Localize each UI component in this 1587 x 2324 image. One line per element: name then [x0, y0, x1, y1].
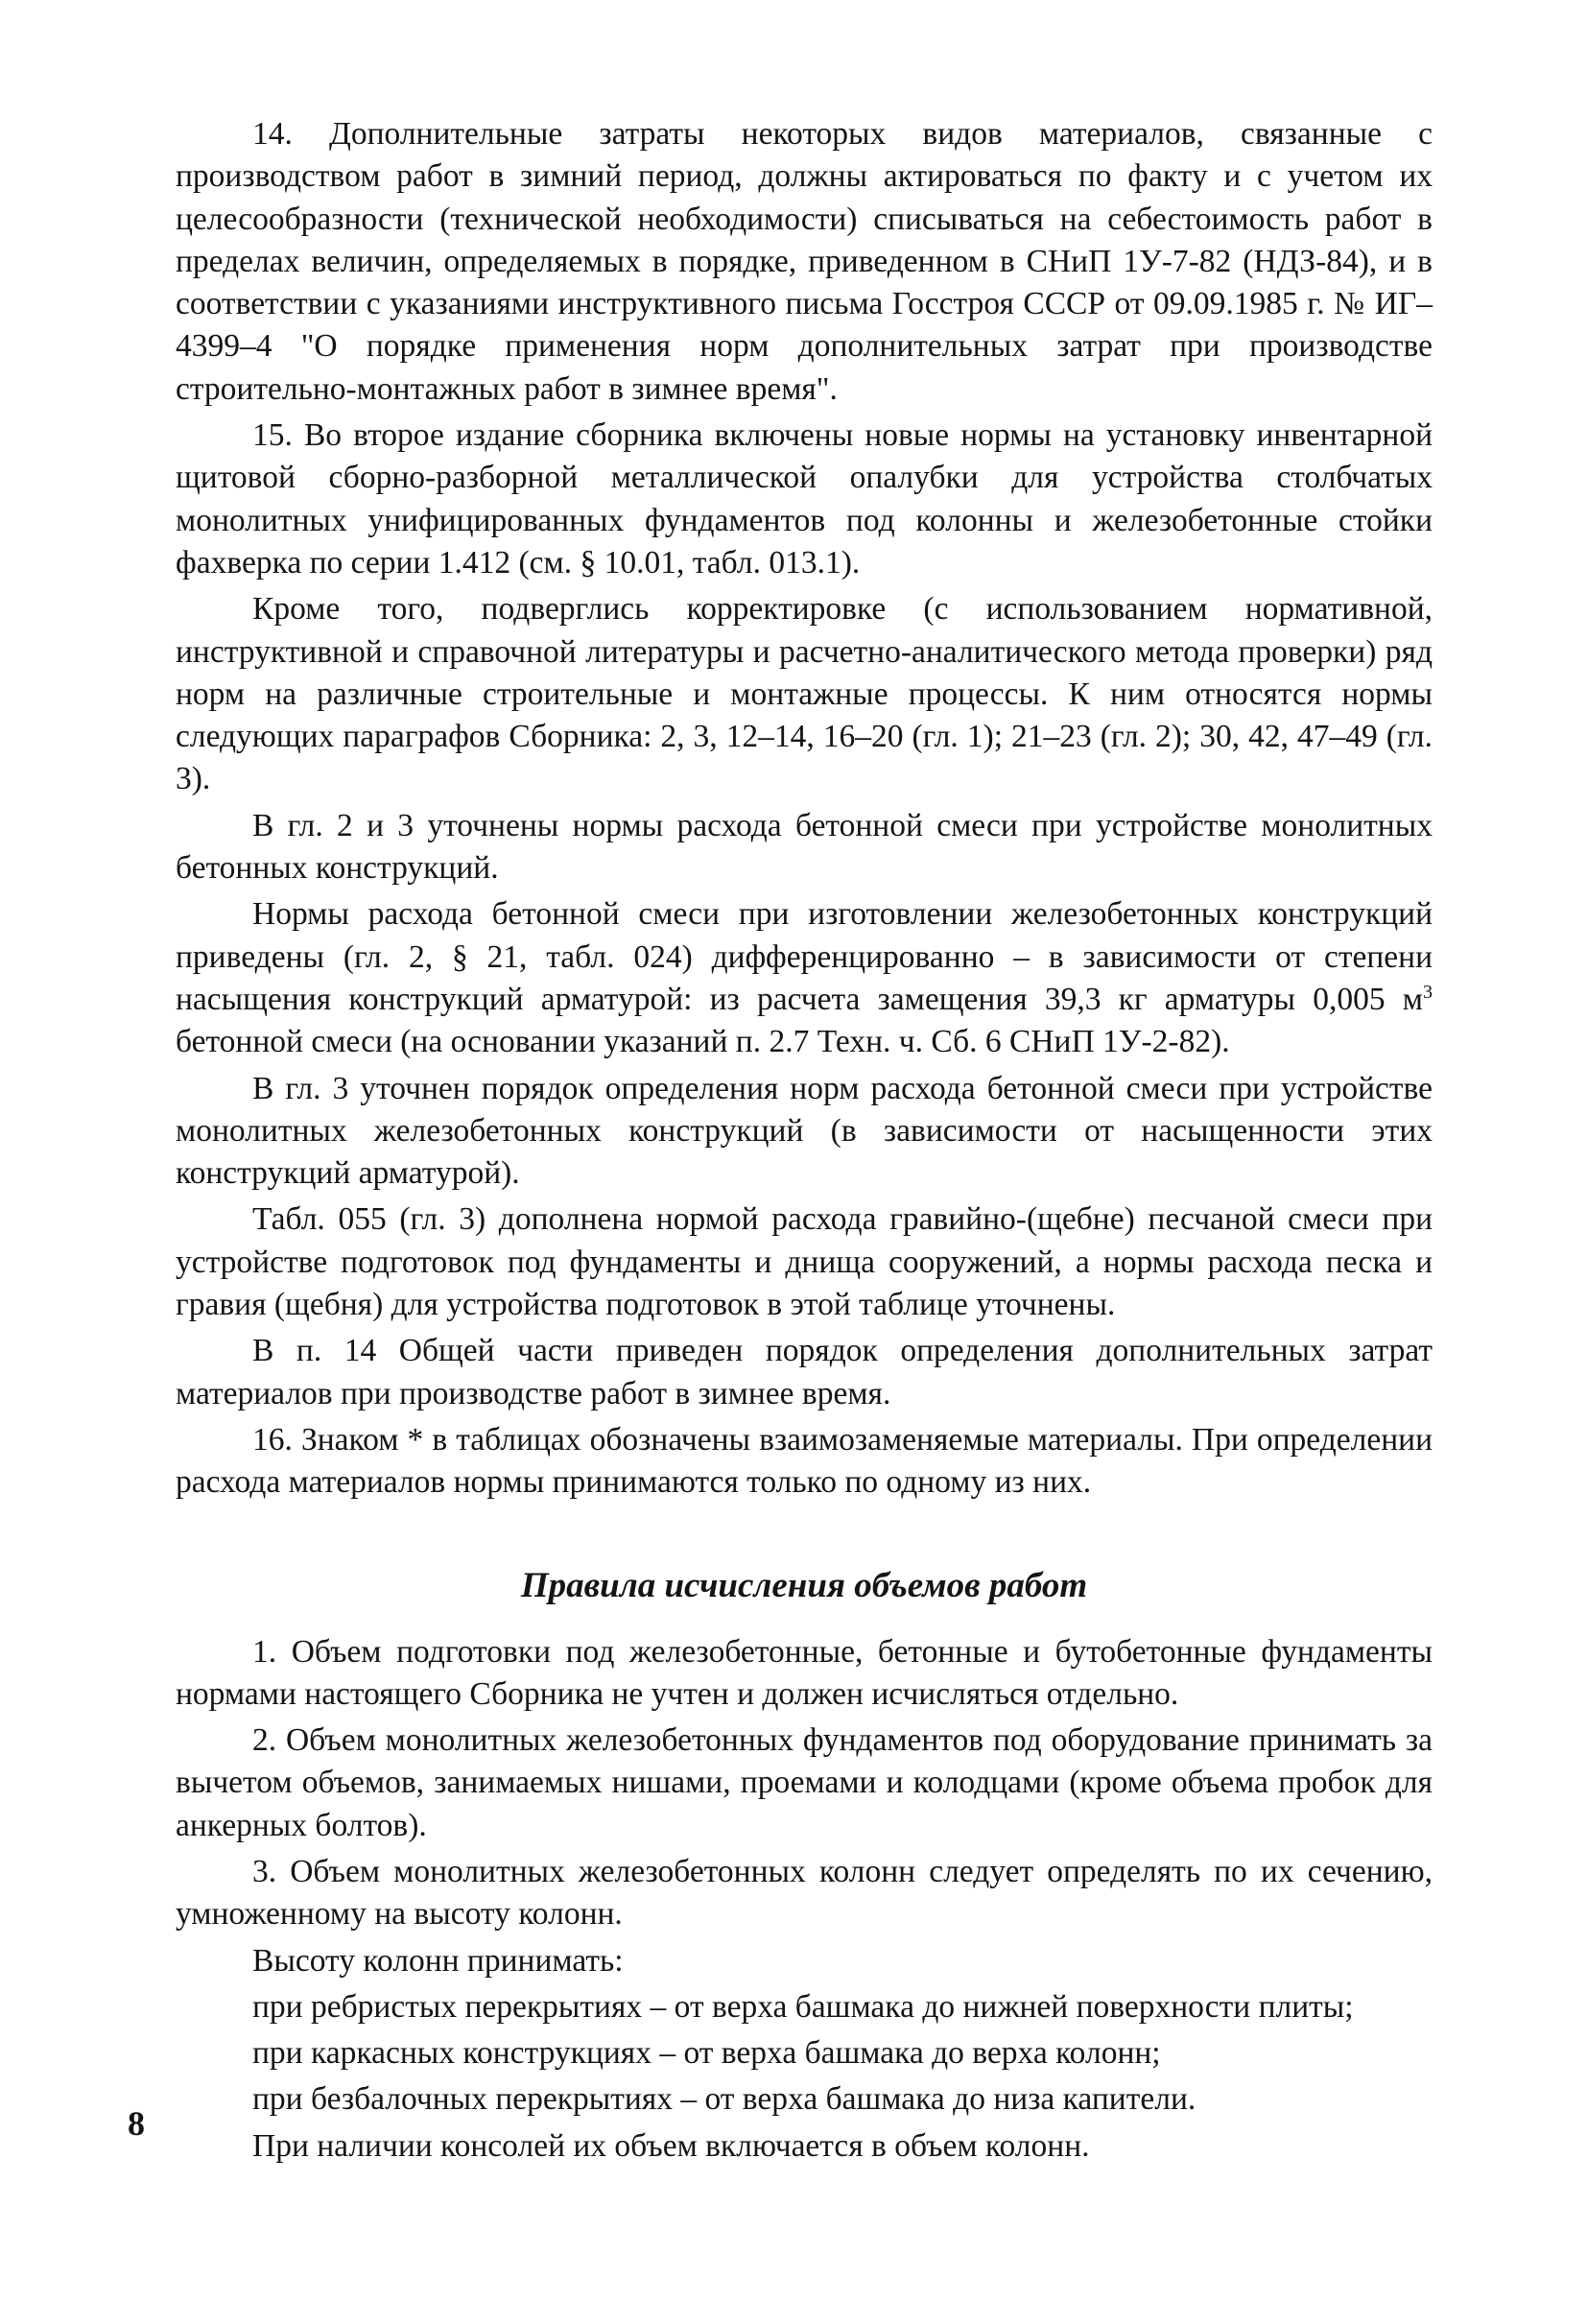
paragraph-16: 16. Знаком * в таблицах обозначены взаимозаменяемые материалы. При определении расхода материалов нормы принимаются только по одному из них. [176, 1421, 1433, 1501]
column-height-ribbed: при ребристых перекрытиях – от верха башмака до нижней поверхности плиты; [252, 1988, 1354, 2025]
column-height-frame: при каркасных конструкциях – от верха башмака до верха колонн; [252, 2035, 1161, 2072]
general-provisions-section [176, 113, 1433, 1505]
paragraph-table-055: Табл. 055 (гл. 3) дополнена нормой расхода гравийно-(щебне) песчаной смеси при устройстве подготовок под фундаменты и днища сооружений, а нормы расхода песка и гравия (щебня) для устройства подготовок в этой таблице уточнены. [176, 1201, 1433, 1323]
consoles-note: При наличии консолей их объем включается в объем колонн. [252, 2127, 1090, 2164]
column-height-intro: Высоту колонн принимать: [252, 1942, 624, 1979]
paragraph-concrete-ch2-3: В гл. 2 и 3 уточнены нормы расхода бетонной смеси при устройстве монолитных бетонных конструкций. [176, 807, 1433, 887]
paragraph-corrections: Кроме того, подверглись корректировке (с использованием нормативной, инструктивной и справочной литературы и расчетно-аналитического метода проверки) ряд норм на различные строительные и монтажные процессы. К ним относятся нормы следующих параграфов Сборника: 2, 3, 12–14, 16–20 (гл. 1); 21–23 (гл. 2); 30, 42, 47–49 (гл. 3). [176, 591, 1433, 797]
concrete-text-before: Нормы расхода бетонной смеси при изготовлении железобетонных конструкций приведены (гл. 2, § 21, табл. 024) дифференцированно – в зависимости от степени насыщения конструкций арматурой: из расчета замещения 39,3 кг арматуры 0,005 м [176, 896, 1433, 1017]
cubic-superscript: 3 [1422, 981, 1433, 1003]
paragraph-winter-costs: В п. 14 Общей части приведен порядок определения дополнительных затрат материалов при производстве работ в зимнее время. [176, 1333, 1433, 1411]
volume-rules-section [176, 1631, 1433, 2169]
column-height-beamless: при безбалочных перекрытиях – от верха башмака до низа капители. [252, 2081, 1196, 2118]
rule-2: 2. Объем монолитных железобетонных фундаментов под оборудование принимать за вычетом объемов, занимаемых нишами, проемами и колодцами (кроме объема пробок для анкерных болтов). [176, 1722, 1433, 1843]
rule-3: 3. Объем монолитных железобетонных колонн следует определять по их сечению, умноженному на высоту колонн. [176, 1853, 1433, 1933]
paragraph-ch3-order: В гл. 3 уточнен порядок определения норм расхода бетонной смеси при устройстве монолитных железобетонных конструкций (в зависимости от насыщенности этих конструкций арматурой). [176, 1070, 1433, 1192]
rule-1: 1. Объем подготовки под железобетонные, бетонные и бутобетонные фундаменты нормами настоящего Сборника не учтен и должен исчисляться отдельно. [176, 1633, 1433, 1712]
paragraph-15: 15. Во второе издание сборника включены новые нормы на установку инвентарной щитовой сборно-разборной металлической опалубки для устройства столбчатых монолитных унифицированных фундаментов под колонны и железобетонные стойки фахверка по серии 1.412 (см. § 10.01, табл. 013.1). [176, 417, 1433, 581]
section-heading: Правила исчисления объемов работ [520, 1565, 1088, 1605]
document-page [176, 113, 1433, 2171]
paragraph-concrete-mix-norms [176, 893, 1433, 1063]
page-number: 8 [128, 2104, 145, 2143]
paragraph-14: 14. Дополнительные затраты некоторых видов материалов, связанные с производством работ в зимний период, должны актироваться по факту и с учетом их целесообразности (технической необходимости) списываться на себестоимость работ в пределах величин, определяемых в порядке, приведенном в СНиП 1У-7-82 (НДЗ-84), и в соответствии с указаниями инструктивного письма Госстроя СССР от 09.09.1985 г. № ИГ–4399–4 "О порядке применения норм дополнительных затрат при производстве строительно-монтажных работ в зимнее время". [176, 116, 1433, 407]
concrete-text-after: бетонной смеси (на основании указаний п. 2.7 Техн. ч. Сб. 6 СНиП 1У-2-82). [176, 1024, 1230, 1060]
